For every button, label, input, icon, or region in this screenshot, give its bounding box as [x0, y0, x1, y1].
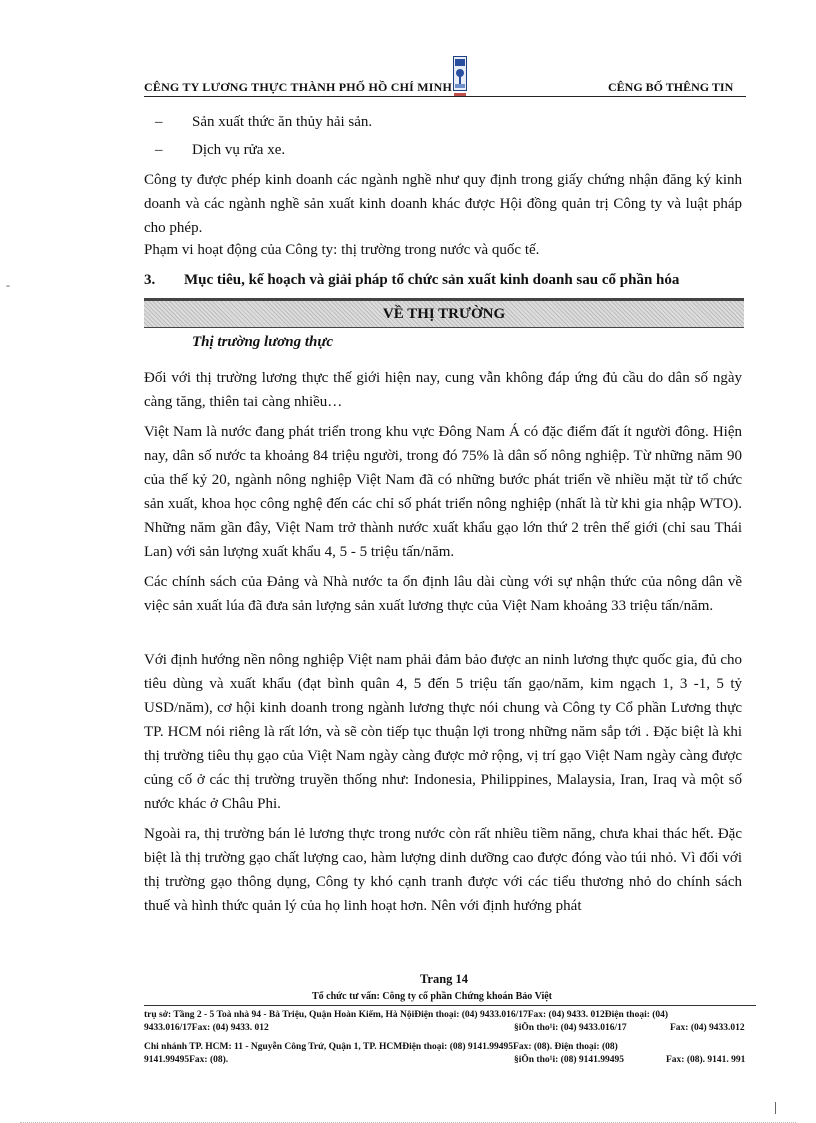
header-disclosure-label: CÊNG BỐ THÊNG TIN [608, 80, 734, 94]
header-rule [144, 96, 746, 97]
hq-contact-left: 9433.016/17Fax: (04) 9433. 012 [144, 1023, 269, 1033]
branch-contact-left: 9141.99495Fax: (08). [144, 1055, 229, 1065]
consultant-line: Tổ chức tư vấn: Công ty cổ phần Chứng khoán Bảo Việt [312, 991, 552, 1002]
header-company-name: CÊNG TY LƯƠNG THỰC THÀNH PHỐ HỒ CHÍ MINH [144, 80, 453, 94]
body-paragraph: Các chính sách của Đảng và Nhà nước ta ổn định lâu dài cùng với sự nhận thức của nông dân về việc sản xuất lúa đã đưa sản lượng sản xuất lương thực của Việt Nam khoảng 33 triệu tấn/năm. [144, 574, 742, 614]
body-paragraph: Ngoài ra, thị trường bán lẻ lương thực trong nước còn rất nhiều tiềm năng, chưa khai thác hết. Đặc biệt là thị trường gạo chất lượng cao, hàm lượng dinh dưỡng cao được đóng vào túi nhỏ. Vì đối với thị trường gạo thông dụng, Công ty khó cạnh tranh được với các tiểu thương nhỏ do chính sách thuế và hình thức quản lý của họ linh hoạt hơn. Nên với định hướng phát [144, 826, 742, 914]
body-paragraph: Việt Nam là nước đang phát triển trong khu vực Đông Nam Á có đặc điểm đất ít người đông. Hiện nay, dân số nước ta khoảng 84 triệu người, trong đó 75% là dân số nông nghiệp. Từ những năm 90 của thế kỷ 20, ngành nông nghiệp Việt Nam đã có những bước phát triển về nhiều mặt từ tổ chức sản xuất, khoa học công nghệ đến các chỉ số phát triển nông nghiệp (nhất là từ khi gia nhập WTO). Những năm gần đây, Việt Nam trở thành nước xuất khẩu gạo lớn thứ 2 trên thế giới (chỉ sau Thái Lan) với sản lượng xuất khẩu 4, 5 - 5 triệu tấn/năm. [144, 424, 742, 560]
branch-address-line: Chi nhánh TP. HCM: 11 - Nguyễn Công Trứ, Quận 1, TP. HCMĐiện thoại: (08) 9141.99495Fax: (08). Điện thoại: (08) [144, 1042, 618, 1052]
section-title: Mục tiêu, kế hoạch và giải pháp tổ chức sản xuất kinh doanh sau cổ phần hóa [184, 272, 680, 288]
page-number: Trang 14 [420, 972, 469, 986]
crop-mark [775, 1102, 788, 1114]
hq-contact-line [144, 1022, 756, 1035]
section-heading [144, 272, 679, 289]
bullet-dash: – [155, 142, 163, 158]
hq-address-line: trụ sở: Tầng 2 - 5 Toà nhà 94 - Bà Triệu, Quận Hoàn Kiếm, Hà NộiĐiện thoại: (04) 9433.016/17Fax: (04) 9433. 012Điện thoại: (04) [144, 1010, 669, 1020]
margin-mark: - [6, 278, 10, 292]
branch-contact-right: Fax: (08). 9141. 991 [666, 1055, 746, 1065]
scope-line: Phạm vi hoạt động của Công ty: thị trường trong nước và quốc tế. [144, 242, 540, 258]
market-banner: VỀ THỊ TRƯỜNG [144, 298, 744, 328]
footer-rule [144, 1005, 756, 1006]
bullet-dash: – [155, 114, 163, 130]
branch-contact-line [144, 1054, 756, 1067]
section-number: 3. [144, 272, 156, 288]
body-paragraph: Đối với thị trường lương thực thế giới hiện nay, cung vẫn không đáp ứng đủ cầu do dân số ngày càng tăng, thiên tai càng nhiều… [144, 370, 742, 410]
bullet-item: Sản xuất thức ăn thủy hải sản. [192, 114, 373, 130]
hq-contact-mid: §iÖn tho¹i: (04) 9433.016/17 [514, 1023, 627, 1033]
body-paragraph: Với định hướng nền nông nghiệp Việt nam phải đảm bảo được an ninh lương thực quốc gia, đủ cho tiêu dùng và xuất khẩu (đạt bình quân 4, 5 đến 5 triệu tấn gạo/năm, kim ngạch 1, 3 -1, 5 tỷ USD/năm), cơ hội kinh doanh trong ngành lương thực nói chung và Công ty Cổ phần Lương thực TP. HCM nói riêng là rất lớn, và sẽ còn tiếp tục thuận lợi trong những năm sắp tới . Đặc biệt là khi thị trường tiêu thụ gạo của Việt Nam ngày càng được mở rộng, vị trí gạo Việt Nam ngày càng được củng cố ở các thị trường truyền thống như: Indonesia, Philippines, Malaysia, Iran, Iraq và một số nước khác ở Châu Phi. [144, 652, 742, 812]
hq-contact-right: Fax: (04) 9433.012 [670, 1023, 745, 1033]
scope-paragraph: Công ty được phép kinh doanh các ngành nghề như quy định trong giấy chứng nhận đăng ký kinh doanh và các ngành nghề sản xuất kinh doanh khác được Hội đồng quản trị Công ty và luật pháp cho phép. [144, 172, 742, 236]
company-logo [453, 56, 467, 100]
bullet-item: Dịch vụ rửa xe. [192, 142, 286, 158]
subheading: Thị trường lương thực [192, 334, 334, 350]
branch-contact-mid: §iÖn tho¹i: (08) 9141.99495 [514, 1055, 624, 1065]
